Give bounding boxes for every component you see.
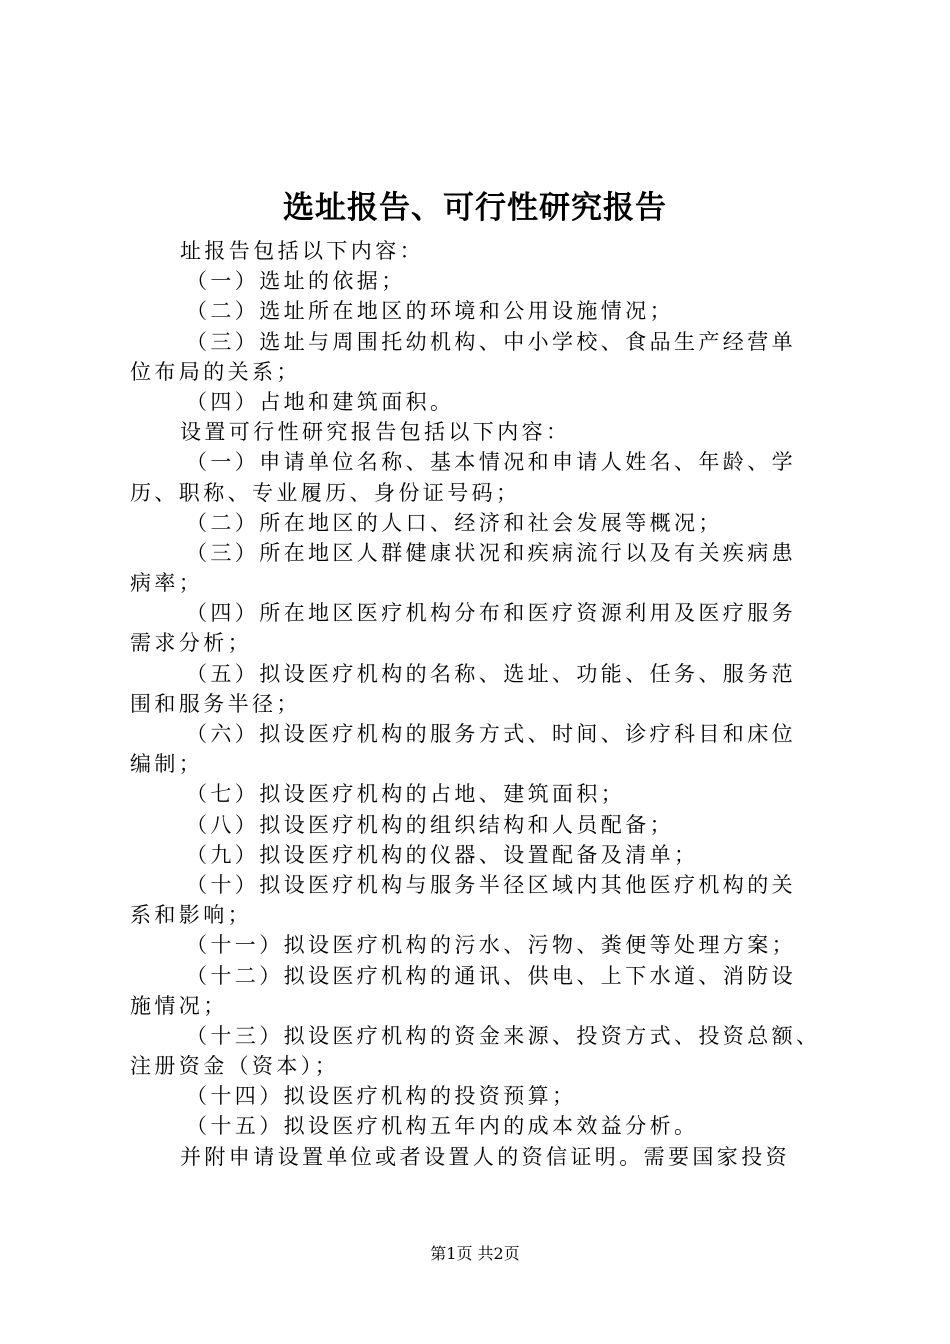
paragraph-line: （一）申请单位名称、基本情况和申请人姓名、年龄、学 [186, 450, 796, 475]
paragraph-line: （十）拟设医疗机构与服务半径区域内其他医疗机构的关 [186, 872, 796, 897]
paragraph-line: （三）选址与周围托幼机构、中小学校、食品生产经营单 [186, 329, 796, 354]
paragraph-line: 址报告包括以下内容： [180, 239, 424, 263]
document-title: 选址报告、可行性研究报告 [283, 190, 667, 226]
paragraph-line: （四）占地和建筑面积。 [186, 389, 455, 414]
paragraph-line: 历、职称、专业履历、身份证号码； [130, 480, 521, 505]
paragraph-line: （二）所在地区的人口、经济和社会发展等概况； [186, 510, 723, 535]
paragraph-line: 围和服务半径； [130, 691, 301, 716]
paragraph-line: 设置可行性研究报告包括以下内容： [180, 420, 571, 445]
paragraph-line: 施情况； [130, 993, 228, 1018]
paragraph-line: （五）拟设医疗机构的名称、选址、功能、任务、服务范 [186, 661, 796, 686]
paragraph-line: （四）所在地区医疗机构分布和医疗资源利用及医疗服务 [186, 601, 796, 626]
paragraph-line: 系和影响； [130, 903, 252, 928]
document-body [130, 236, 835, 1172]
paragraph-line: （九）拟设医疗机构的仪器、设置配备及清单； [186, 842, 699, 867]
paragraph-line: （十二）拟设医疗机构的通讯、供电、上下水道、消防设 [186, 963, 796, 988]
paragraph-line: （十五）拟设医疗机构五年内的成本效益分析。 [186, 1114, 699, 1139]
paragraph-line: 需求分析； [130, 631, 252, 656]
page-footer: 第1页 共2页 [430, 1244, 520, 1263]
paragraph-line: （十一）拟设医疗机构的污水、污物、粪便等处理方案； [186, 933, 796, 958]
paragraph-line: 编制； [130, 752, 204, 777]
paragraph-line: 并附申请设置单位或者设置人的资信证明。需要国家投资 [180, 1144, 790, 1169]
paragraph-line: （十四）拟设医疗机构的投资预算； [186, 1084, 577, 1109]
paragraph-line: （八）拟设医疗机构的组织结构和人员配备； [186, 812, 674, 837]
paragraph-line: （七）拟设医疗机构的占地、建筑面积； [186, 782, 626, 807]
paragraph-line: 病率； [130, 571, 204, 596]
paragraph-line: （一）选址的依据； [186, 269, 406, 294]
paragraph-line: 注册资金（资本）； [130, 1054, 340, 1079]
paragraph-line: （六）拟设医疗机构的服务方式、时间、诊疗科目和床位 [186, 722, 796, 746]
paragraph-line: （十三）拟设医疗机构的资金来源、投资方式、投资总额、 [186, 1023, 821, 1048]
paragraph-line: 位布局的关系； [130, 359, 301, 384]
paragraph-line: （三）所在地区人群健康状况和疾病流行以及有关疾病患 [186, 540, 796, 565]
paragraph-line: （二）选址所在地区的环境和公用设施情况； [186, 299, 674, 324]
